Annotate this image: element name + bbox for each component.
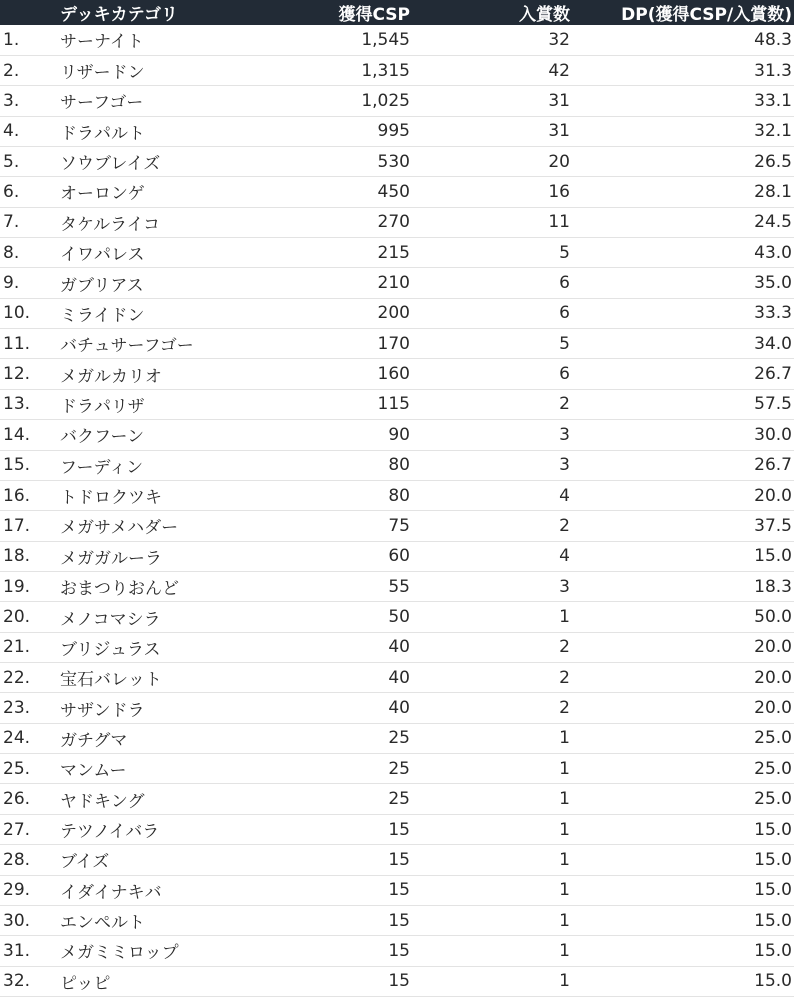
csp-cell: 200 bbox=[290, 298, 412, 328]
wins-cell: 16 bbox=[412, 177, 572, 207]
dp-cell: 32.1 bbox=[572, 116, 794, 146]
dp-cell: 25.0 bbox=[572, 784, 794, 814]
wins-cell: 2 bbox=[412, 511, 572, 541]
rank-cell: 2. bbox=[0, 55, 58, 85]
table-row bbox=[0, 389, 794, 419]
wins-cell: 2 bbox=[412, 389, 572, 419]
deck-name-cell: 宝石バレット bbox=[58, 663, 290, 693]
rank-cell: 31. bbox=[0, 936, 58, 966]
csp-column-header[interactable]: 獲得CSP bbox=[338, 5, 410, 25]
csp-cell: 530 bbox=[290, 146, 412, 176]
table-row bbox=[0, 420, 794, 450]
deck-name-cell: バチュサーフゴー bbox=[58, 329, 290, 359]
table-row bbox=[0, 207, 794, 237]
table-row bbox=[0, 754, 794, 784]
wins-cell: 1 bbox=[412, 905, 572, 935]
csp-cell: 215 bbox=[290, 238, 412, 268]
table-row bbox=[0, 966, 794, 996]
rank-cell: 1. bbox=[0, 25, 58, 55]
wins-cell: 6 bbox=[412, 298, 572, 328]
wins-cell: 1 bbox=[412, 936, 572, 966]
csp-cell: 25 bbox=[290, 754, 412, 784]
csp-cell: 15 bbox=[290, 875, 412, 905]
table-row bbox=[0, 298, 794, 328]
dp-cell: 18.3 bbox=[572, 571, 794, 601]
deck-name-cell: リザードン bbox=[58, 55, 290, 85]
wins-cell: 31 bbox=[412, 116, 572, 146]
wins-cell: 1 bbox=[412, 845, 572, 875]
dp-cell: 26.7 bbox=[572, 359, 794, 389]
csp-cell: 995 bbox=[290, 116, 412, 146]
wins-cell: 4 bbox=[412, 480, 572, 510]
csp-cell: 25 bbox=[290, 784, 412, 814]
wins-cell: 5 bbox=[412, 238, 572, 268]
wins-cell: 2 bbox=[412, 632, 572, 662]
csp-cell: 60 bbox=[290, 541, 412, 571]
wins-cell: 1 bbox=[412, 814, 572, 844]
deck-name-cell: メガサメハダー bbox=[58, 511, 290, 541]
wins-cell: 1 bbox=[412, 966, 572, 996]
deck-name-cell: ミライドン bbox=[58, 298, 290, 328]
rank-cell: 6. bbox=[0, 177, 58, 207]
deck-name-cell: ピッピ bbox=[58, 966, 290, 996]
deck-name-cell: イワパレス bbox=[58, 238, 290, 268]
table-row bbox=[0, 177, 794, 207]
rank-cell: 7. bbox=[0, 207, 58, 237]
csp-cell: 15 bbox=[290, 905, 412, 935]
csp-cell: 25 bbox=[290, 723, 412, 753]
dp-cell: 25.0 bbox=[572, 754, 794, 784]
deck-name-cell: トドロクツキ bbox=[58, 480, 290, 510]
csp-cell: 50 bbox=[290, 602, 412, 632]
rank-cell: 13. bbox=[0, 389, 58, 419]
rank-cell: 25. bbox=[0, 754, 58, 784]
table-row bbox=[0, 146, 794, 176]
deck-name-cell: フーディン bbox=[58, 450, 290, 480]
table-row bbox=[0, 359, 794, 389]
table-row bbox=[0, 602, 794, 632]
csp-cell: 15 bbox=[290, 845, 412, 875]
rank-cell: 11. bbox=[0, 329, 58, 359]
deck-name-cell: ガブリアス bbox=[58, 268, 290, 298]
deck-name-cell: タケルライコ bbox=[58, 207, 290, 237]
dp-cell: 24.5 bbox=[572, 207, 794, 237]
csp-cell: 15 bbox=[290, 814, 412, 844]
dp-cell: 15.0 bbox=[572, 875, 794, 905]
csp-cell: 210 bbox=[290, 268, 412, 298]
wins-cell: 3 bbox=[412, 450, 572, 480]
table-row bbox=[0, 814, 794, 844]
wins-cell: 42 bbox=[412, 55, 572, 85]
dp-cell: 34.0 bbox=[572, 329, 794, 359]
deck-name-cell: メノコマシラ bbox=[58, 602, 290, 632]
rank-cell: 4. bbox=[0, 116, 58, 146]
wins-cell: 6 bbox=[412, 359, 572, 389]
table-row bbox=[0, 875, 794, 905]
deck-name-cell: メガルカリオ bbox=[58, 359, 290, 389]
deck-name-cell: ソウブレイズ bbox=[58, 146, 290, 176]
dp-cell: 15.0 bbox=[572, 845, 794, 875]
dp-cell: 20.0 bbox=[572, 693, 794, 723]
wins-column-header[interactable]: 入賞数 bbox=[519, 5, 570, 25]
wins-cell: 1 bbox=[412, 723, 572, 753]
wins-cell: 31 bbox=[412, 86, 572, 116]
rank-cell: 28. bbox=[0, 845, 58, 875]
wins-cell: 6 bbox=[412, 268, 572, 298]
wins-cell: 32 bbox=[412, 25, 572, 55]
dp-cell: 57.5 bbox=[572, 389, 794, 419]
csp-cell: 160 bbox=[290, 359, 412, 389]
rank-cell: 9. bbox=[0, 268, 58, 298]
rank-cell: 8. bbox=[0, 238, 58, 268]
csp-cell: 1,025 bbox=[290, 86, 412, 116]
table-row bbox=[0, 25, 794, 55]
csp-cell: 75 bbox=[290, 511, 412, 541]
dp-cell: 48.3 bbox=[572, 25, 794, 55]
deck-name-cell: バクフーン bbox=[58, 420, 290, 450]
table-body bbox=[0, 25, 794, 997]
dp-cell: 20.0 bbox=[572, 632, 794, 662]
csp-cell: 80 bbox=[290, 450, 412, 480]
rank-cell: 27. bbox=[0, 814, 58, 844]
csp-cell: 15 bbox=[290, 936, 412, 966]
deck-name-cell: オーロンゲ bbox=[58, 177, 290, 207]
table-row bbox=[0, 55, 794, 85]
rank-cell: 24. bbox=[0, 723, 58, 753]
dp-cell: 15.0 bbox=[572, 541, 794, 571]
table-row bbox=[0, 480, 794, 510]
dp-cell: 26.5 bbox=[572, 146, 794, 176]
wins-cell: 1 bbox=[412, 754, 572, 784]
table-row bbox=[0, 784, 794, 814]
csp-cell: 40 bbox=[290, 693, 412, 723]
wins-cell: 2 bbox=[412, 663, 572, 693]
wins-cell: 11 bbox=[412, 207, 572, 237]
table-row bbox=[0, 723, 794, 753]
dp-cell: 20.0 bbox=[572, 480, 794, 510]
table-row bbox=[0, 693, 794, 723]
deck-category-column-header[interactable]: デッキカテゴリ bbox=[60, 5, 178, 25]
table-row bbox=[0, 86, 794, 116]
deck-name-cell: メガガルーラ bbox=[58, 541, 290, 571]
dp-cell: 33.3 bbox=[572, 298, 794, 328]
table-row bbox=[0, 936, 794, 966]
csp-cell: 450 bbox=[290, 177, 412, 207]
deck-name-cell: サーフゴー bbox=[58, 86, 290, 116]
table-row bbox=[0, 905, 794, 935]
rank-cell: 18. bbox=[0, 541, 58, 571]
dp-cell: 15.0 bbox=[572, 905, 794, 935]
table-row bbox=[0, 571, 794, 601]
rank-cell: 20. bbox=[0, 602, 58, 632]
deck-name-cell: おまつりおんど bbox=[58, 571, 290, 601]
rank-cell: 10. bbox=[0, 298, 58, 328]
deck-name-cell: ブリジュラス bbox=[58, 632, 290, 662]
dp-cell: 20.0 bbox=[572, 663, 794, 693]
rank-cell: 12. bbox=[0, 359, 58, 389]
rank-column-header[interactable] bbox=[0, 0, 58, 25]
wins-cell: 3 bbox=[412, 571, 572, 601]
dp-cell: 37.5 bbox=[572, 511, 794, 541]
csp-cell: 80 bbox=[290, 480, 412, 510]
csp-cell: 115 bbox=[290, 389, 412, 419]
deck-name-cell: ドラパリザ bbox=[58, 389, 290, 419]
csp-cell: 15 bbox=[290, 966, 412, 996]
deck-name-cell: ドラパルト bbox=[58, 116, 290, 146]
deck-name-cell: エンペルト bbox=[58, 905, 290, 935]
table-row bbox=[0, 238, 794, 268]
wins-cell: 1 bbox=[412, 602, 572, 632]
csp-cell: 40 bbox=[290, 632, 412, 662]
rank-cell: 5. bbox=[0, 146, 58, 176]
dp-cell: 28.1 bbox=[572, 177, 794, 207]
dp-cell: 15.0 bbox=[572, 814, 794, 844]
dp-cell: 35.0 bbox=[572, 268, 794, 298]
csp-cell: 170 bbox=[290, 329, 412, 359]
table-row bbox=[0, 541, 794, 571]
table-row bbox=[0, 116, 794, 146]
rank-cell: 19. bbox=[0, 571, 58, 601]
csp-cell: 55 bbox=[290, 571, 412, 601]
rank-cell: 29. bbox=[0, 875, 58, 905]
csp-cell: 40 bbox=[290, 663, 412, 693]
table-row bbox=[0, 632, 794, 662]
rank-cell: 32. bbox=[0, 966, 58, 996]
deck-name-cell: イダイナキバ bbox=[58, 875, 290, 905]
deck-name-cell: メガミミロップ bbox=[58, 936, 290, 966]
rank-cell: 30. bbox=[0, 905, 58, 935]
rank-cell: 17. bbox=[0, 511, 58, 541]
deck-name-cell: テツノイバラ bbox=[58, 814, 290, 844]
rank-cell: 21. bbox=[0, 632, 58, 662]
table-row bbox=[0, 845, 794, 875]
deck-name-cell: サーナイト bbox=[58, 25, 290, 55]
table-row bbox=[0, 268, 794, 298]
wins-cell: 3 bbox=[412, 420, 572, 450]
rank-cell: 26. bbox=[0, 784, 58, 814]
wins-cell: 20 bbox=[412, 146, 572, 176]
table-row bbox=[0, 450, 794, 480]
rank-cell: 15. bbox=[0, 450, 58, 480]
wins-cell: 1 bbox=[412, 784, 572, 814]
csp-cell: 1,315 bbox=[290, 55, 412, 85]
dp-cell: 15.0 bbox=[572, 966, 794, 996]
table-header-row bbox=[0, 0, 794, 25]
rank-cell: 14. bbox=[0, 420, 58, 450]
deck-name-cell: サザンドラ bbox=[58, 693, 290, 723]
dp-cell: 43.0 bbox=[572, 238, 794, 268]
wins-cell: 1 bbox=[412, 875, 572, 905]
dp-cell: 30.0 bbox=[572, 420, 794, 450]
dp-cell: 50.0 bbox=[572, 602, 794, 632]
wins-cell: 2 bbox=[412, 693, 572, 723]
table-row bbox=[0, 329, 794, 359]
deck-name-cell: ガチグマ bbox=[58, 723, 290, 753]
wins-cell: 4 bbox=[412, 541, 572, 571]
csp-cell: 270 bbox=[290, 207, 412, 237]
dp-cell: 31.3 bbox=[572, 55, 794, 85]
table-row bbox=[0, 663, 794, 693]
rank-cell: 23. bbox=[0, 693, 58, 723]
rank-cell: 22. bbox=[0, 663, 58, 693]
csp-cell: 1,545 bbox=[290, 25, 412, 55]
rank-cell: 3. bbox=[0, 86, 58, 116]
dp-cell: 33.1 bbox=[572, 86, 794, 116]
deck-name-cell: マンムー bbox=[58, 754, 290, 784]
deck-name-cell: ブイズ bbox=[58, 845, 290, 875]
dp-cell: 25.0 bbox=[572, 723, 794, 753]
table-row bbox=[0, 511, 794, 541]
rank-cell: 16. bbox=[0, 480, 58, 510]
dp-cell: 15.0 bbox=[572, 936, 794, 966]
dp-column-header[interactable]: DP(獲得CSP/入賞数) bbox=[621, 5, 792, 25]
csp-cell: 90 bbox=[290, 420, 412, 450]
dp-cell: 26.7 bbox=[572, 450, 794, 480]
wins-cell: 5 bbox=[412, 329, 572, 359]
deck-name-cell: ヤドキング bbox=[58, 784, 290, 814]
